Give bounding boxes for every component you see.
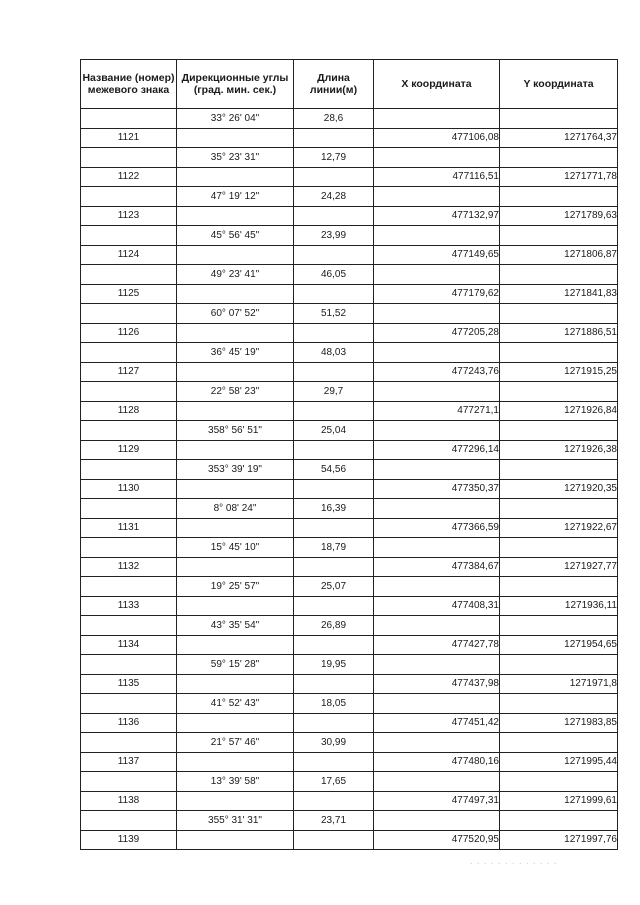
x-coordinate-cell: 477179,62: [374, 284, 500, 304]
x-coordinate-cell: 477480,16: [374, 752, 500, 772]
point-name-cell: 1123: [81, 206, 177, 226]
x-coordinate-cell: [374, 655, 500, 675]
point-name-cell: 1138: [81, 791, 177, 811]
angle-cell: [177, 245, 294, 265]
length-cell: 28,6: [294, 109, 374, 129]
segment-row: [81, 616, 618, 636]
point-name-cell: [81, 616, 177, 636]
segment-row: [81, 421, 618, 441]
point-name-cell: [81, 343, 177, 363]
y-coordinate-cell: 1271983,85: [500, 713, 618, 733]
length-cell: [294, 323, 374, 343]
segment-row: [81, 733, 618, 753]
x-coordinate-cell: 477271,1: [374, 401, 500, 421]
point-row: [81, 206, 618, 226]
segment-row: [81, 343, 618, 363]
angle-cell: 47° 19' 12": [177, 187, 294, 207]
y-coordinate-cell: [500, 694, 618, 714]
point-name-cell: [81, 694, 177, 714]
point-name-cell: 1131: [81, 518, 177, 538]
angle-cell: [177, 323, 294, 343]
angle-cell: 8° 08' 24": [177, 499, 294, 519]
point-row: [81, 674, 618, 694]
point-name-cell: 1133: [81, 596, 177, 616]
x-coordinate-cell: [374, 733, 500, 753]
angle-cell: [177, 284, 294, 304]
x-coordinate-cell: 477520,95: [374, 830, 500, 850]
point-name-cell: [81, 148, 177, 168]
y-coordinate-cell: 1271789,63: [500, 206, 618, 226]
point-name-cell: 1139: [81, 830, 177, 850]
point-row: [81, 635, 618, 655]
length-cell: [294, 596, 374, 616]
length-cell: [294, 245, 374, 265]
point-name-cell: 1121: [81, 128, 177, 148]
x-coordinate-cell: [374, 811, 500, 831]
point-name-cell: [81, 811, 177, 831]
y-coordinate-cell: [500, 226, 618, 246]
faint-footer-marks: . . . . . . . . . . . . .: [470, 856, 558, 867]
angle-cell: [177, 518, 294, 538]
angle-cell: [177, 401, 294, 421]
angle-cell: [177, 752, 294, 772]
angle-cell: [177, 635, 294, 655]
y-coordinate-cell: 1271915,25: [500, 362, 618, 382]
header-length: Длина линии(м): [294, 60, 374, 109]
angle-cell: [177, 479, 294, 499]
point-name-cell: 1128: [81, 401, 177, 421]
length-cell: [294, 674, 374, 694]
x-coordinate-cell: [374, 109, 500, 129]
point-name-cell: [81, 655, 177, 675]
point-name-cell: 1135: [81, 674, 177, 694]
x-coordinate-cell: 477384,67: [374, 557, 500, 577]
length-cell: [294, 167, 374, 187]
y-coordinate-cell: [500, 460, 618, 480]
point-name-cell: 1122: [81, 167, 177, 187]
point-row: [81, 401, 618, 421]
point-row: [81, 752, 618, 772]
x-coordinate-cell: 477205,28: [374, 323, 500, 343]
angle-cell: [177, 830, 294, 850]
point-name-cell: 1137: [81, 752, 177, 772]
x-coordinate-cell: [374, 304, 500, 324]
length-cell: 26,89: [294, 616, 374, 636]
angle-cell: [177, 362, 294, 382]
angle-cell: 15° 45' 10": [177, 538, 294, 558]
y-coordinate-cell: 1271927,77: [500, 557, 618, 577]
x-coordinate-cell: 477408,31: [374, 596, 500, 616]
angle-cell: [177, 440, 294, 460]
length-cell: 30,99: [294, 733, 374, 753]
segment-row: [81, 304, 618, 324]
point-row: [81, 713, 618, 733]
y-coordinate-cell: [500, 187, 618, 207]
y-coordinate-cell: 1271926,84: [500, 401, 618, 421]
segment-row: [81, 772, 618, 792]
point-row: [81, 596, 618, 616]
point-row: [81, 284, 618, 304]
x-coordinate-cell: [374, 694, 500, 714]
x-coordinate-cell: [374, 187, 500, 207]
angle-cell: 22° 58' 23": [177, 382, 294, 402]
x-coordinate-cell: [374, 265, 500, 285]
point-name-cell: [81, 421, 177, 441]
x-coordinate-cell: [374, 148, 500, 168]
x-coordinate-cell: 477427,78: [374, 635, 500, 655]
y-coordinate-cell: [500, 304, 618, 324]
y-coordinate-cell: 1271936,11: [500, 596, 618, 616]
length-cell: 16,39: [294, 499, 374, 519]
angle-cell: 355° 31' 31": [177, 811, 294, 831]
point-name-cell: [81, 499, 177, 519]
x-coordinate-cell: [374, 343, 500, 363]
length-cell: 24,28: [294, 187, 374, 207]
angle-cell: 353° 39' 19": [177, 460, 294, 480]
y-coordinate-cell: 1271806,87: [500, 245, 618, 265]
y-coordinate-cell: [500, 109, 618, 129]
angle-cell: [177, 674, 294, 694]
point-name-cell: 1136: [81, 713, 177, 733]
x-coordinate-cell: 477106,08: [374, 128, 500, 148]
segment-row: [81, 811, 618, 831]
angle-cell: 21° 57' 46": [177, 733, 294, 753]
point-name-cell: [81, 304, 177, 324]
angle-cell: 43° 35' 54": [177, 616, 294, 636]
segment-row: [81, 109, 618, 129]
angle-cell: [177, 791, 294, 811]
segment-row: [81, 226, 618, 246]
y-coordinate-cell: 1271926,38: [500, 440, 618, 460]
point-name-cell: [81, 538, 177, 558]
angle-cell: 35° 23' 31": [177, 148, 294, 168]
angle-cell: 45° 56' 45": [177, 226, 294, 246]
length-cell: [294, 128, 374, 148]
angle-cell: 33° 26' 04": [177, 109, 294, 129]
boundary-coordinates-table: [80, 59, 618, 850]
point-name-cell: [81, 382, 177, 402]
x-coordinate-cell: 477366,59: [374, 518, 500, 538]
y-coordinate-cell: [500, 616, 618, 636]
x-coordinate-cell: [374, 772, 500, 792]
length-cell: [294, 284, 374, 304]
point-name-cell: [81, 577, 177, 597]
x-coordinate-cell: 477350,37: [374, 479, 500, 499]
length-cell: 54,56: [294, 460, 374, 480]
point-name-cell: [81, 226, 177, 246]
angle-cell: [177, 596, 294, 616]
header-angle: Дирекционные углы (град. мин. сек.): [177, 60, 294, 109]
segment-row: [81, 148, 618, 168]
length-cell: 46,05: [294, 265, 374, 285]
x-coordinate-cell: [374, 382, 500, 402]
y-coordinate-cell: [500, 148, 618, 168]
length-cell: [294, 830, 374, 850]
header-y: Y координата: [500, 60, 618, 109]
y-coordinate-cell: 1271995,44: [500, 752, 618, 772]
point-row: [81, 245, 618, 265]
point-row: [81, 167, 618, 187]
point-row: [81, 557, 618, 577]
y-coordinate-cell: 1271999,61: [500, 791, 618, 811]
header-name: Название (номер) межевого знака: [81, 60, 177, 109]
segment-row: [81, 382, 618, 402]
header-row: [81, 60, 618, 109]
y-coordinate-cell: 1271771,78: [500, 167, 618, 187]
point-name-cell: 1134: [81, 635, 177, 655]
segment-row: [81, 187, 618, 207]
x-coordinate-cell: 477451,42: [374, 713, 500, 733]
point-row: [81, 518, 618, 538]
y-coordinate-cell: [500, 265, 618, 285]
length-cell: [294, 557, 374, 577]
angle-cell: 59° 15' 28": [177, 655, 294, 675]
length-cell: 18,05: [294, 694, 374, 714]
point-name-cell: [81, 460, 177, 480]
point-name-cell: [81, 733, 177, 753]
length-cell: [294, 752, 374, 772]
point-name-cell: 1126: [81, 323, 177, 343]
segment-row: [81, 460, 618, 480]
point-name-cell: [81, 109, 177, 129]
y-coordinate-cell: [500, 577, 618, 597]
segment-row: [81, 538, 618, 558]
x-coordinate-cell: 477437,98: [374, 674, 500, 694]
point-name-cell: [81, 187, 177, 207]
point-name-cell: 1125: [81, 284, 177, 304]
length-cell: 23,71: [294, 811, 374, 831]
x-coordinate-cell: 477132,97: [374, 206, 500, 226]
segment-row: [81, 265, 618, 285]
y-coordinate-cell: [500, 343, 618, 363]
point-row: [81, 323, 618, 343]
length-cell: [294, 518, 374, 538]
y-coordinate-cell: 1271954,65: [500, 635, 618, 655]
angle-cell: 36° 45' 19": [177, 343, 294, 363]
table-body: [81, 109, 618, 850]
length-cell: 29,7: [294, 382, 374, 402]
y-coordinate-cell: [500, 655, 618, 675]
angle-cell: 41° 52' 43": [177, 694, 294, 714]
length-cell: 17,65: [294, 772, 374, 792]
x-coordinate-cell: [374, 616, 500, 636]
point-row: [81, 440, 618, 460]
angle-cell: [177, 167, 294, 187]
y-coordinate-cell: 1271764,37: [500, 128, 618, 148]
length-cell: [294, 713, 374, 733]
length-cell: 18,79: [294, 538, 374, 558]
x-coordinate-cell: [374, 577, 500, 597]
y-coordinate-cell: 1271920,35: [500, 479, 618, 499]
x-coordinate-cell: [374, 460, 500, 480]
angle-cell: [177, 557, 294, 577]
y-coordinate-cell: [500, 772, 618, 792]
length-cell: 25,07: [294, 577, 374, 597]
y-coordinate-cell: [500, 733, 618, 753]
length-cell: 25,04: [294, 421, 374, 441]
length-cell: 23,99: [294, 226, 374, 246]
segment-row: [81, 694, 618, 714]
length-cell: [294, 440, 374, 460]
x-coordinate-cell: [374, 226, 500, 246]
segment-row: [81, 577, 618, 597]
point-row: [81, 791, 618, 811]
length-cell: 48,03: [294, 343, 374, 363]
angle-cell: [177, 713, 294, 733]
point-name-cell: [81, 772, 177, 792]
point-name-cell: [81, 265, 177, 285]
point-row: [81, 479, 618, 499]
length-cell: [294, 362, 374, 382]
angle-cell: [177, 128, 294, 148]
x-coordinate-cell: [374, 421, 500, 441]
angle-cell: 49° 23' 41": [177, 265, 294, 285]
point-name-cell: 1129: [81, 440, 177, 460]
length-cell: 12,79: [294, 148, 374, 168]
angle-cell: 60° 07' 52": [177, 304, 294, 324]
y-coordinate-cell: [500, 382, 618, 402]
x-coordinate-cell: [374, 499, 500, 519]
length-cell: [294, 206, 374, 226]
point-row: [81, 128, 618, 148]
length-cell: [294, 635, 374, 655]
x-coordinate-cell: [374, 538, 500, 558]
length-cell: 19,95: [294, 655, 374, 675]
x-coordinate-cell: 477116,51: [374, 167, 500, 187]
x-coordinate-cell: 477296,14: [374, 440, 500, 460]
y-coordinate-cell: [500, 421, 618, 441]
x-coordinate-cell: 477243,76: [374, 362, 500, 382]
length-cell: [294, 401, 374, 421]
x-coordinate-cell: 477497,31: [374, 791, 500, 811]
segment-row: [81, 499, 618, 519]
length-cell: [294, 791, 374, 811]
length-cell: 51,52: [294, 304, 374, 324]
point-name-cell: 1124: [81, 245, 177, 265]
point-name-cell: 1130: [81, 479, 177, 499]
segment-row: [81, 655, 618, 675]
y-coordinate-cell: 1271922,67: [500, 518, 618, 538]
length-cell: [294, 479, 374, 499]
y-coordinate-cell: [500, 499, 618, 519]
angle-cell: [177, 206, 294, 226]
point-row: [81, 830, 618, 850]
point-row: [81, 362, 618, 382]
point-name-cell: 1127: [81, 362, 177, 382]
y-coordinate-cell: 1271971,8: [500, 674, 618, 694]
point-name-cell: 1132: [81, 557, 177, 577]
header-x: X координата: [374, 60, 500, 109]
y-coordinate-cell: 1271886,51: [500, 323, 618, 343]
angle-cell: 19° 25' 57": [177, 577, 294, 597]
y-coordinate-cell: 1271997,76: [500, 830, 618, 850]
y-coordinate-cell: [500, 538, 618, 558]
angle-cell: 358° 56' 51": [177, 421, 294, 441]
y-coordinate-cell: [500, 811, 618, 831]
y-coordinate-cell: 1271841,83: [500, 284, 618, 304]
x-coordinate-cell: 477149,65: [374, 245, 500, 265]
angle-cell: 13° 39' 58": [177, 772, 294, 792]
